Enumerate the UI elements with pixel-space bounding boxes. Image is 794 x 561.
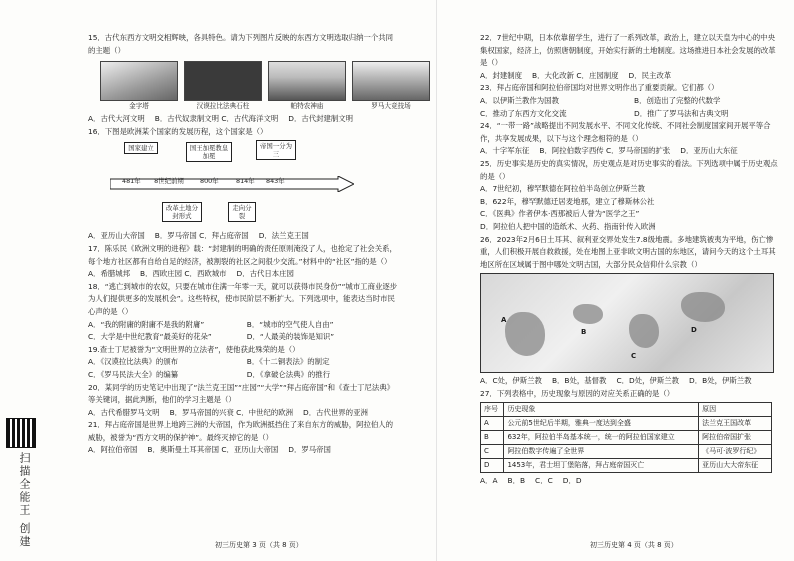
table-cell: C [481,445,504,459]
table-cell: 法兰克王国改革 [699,417,772,431]
option[interactable]: B．西欧庄园 C．西欧城市 [140,269,227,279]
q21-options [88,444,398,457]
q15-stem: 15．古代东西方文明交相辉映，各具特色。请为下列图片反映的东西方文明选取归纳一个共同的主题（） [88,33,394,55]
table-header: 历史现象 [504,403,699,417]
table-header-row [481,403,772,417]
table-row [481,417,772,431]
option[interactable]: A．亚历山大帝国 [88,231,145,241]
option[interactable]: C．《医典》作者伊本·西那被后人誉为“医学之王” [480,209,640,219]
option[interactable]: B．罗马帝国 C．拜占庭帝国 [154,231,249,241]
q19-options [88,356,398,381]
option[interactable]: D．亚历山大东征 [680,146,738,156]
table-cell: 亚历山大大帝东征 [699,459,772,473]
option[interactable]: A．阿拉伯帝国 [88,445,138,455]
map-label-d: D [691,326,697,335]
q24-stem: 24．“一带一路”战略提出不同发展水平、不同文化传统、不同社会制度国家间开展平等合作，共享发展成果，以下与这个理念相符的是（） [480,121,771,143]
q25-options [480,183,780,233]
timeline-box: 国王加冕教皇加冕 [186,142,232,162]
option[interactable]: A．封建制度 [480,70,523,80]
timeline-box: 改革土地分封形式 [162,202,202,222]
q18-options [88,319,398,344]
q27-options [480,475,780,488]
option[interactable]: B．“城市的空气使人自由” [246,319,334,329]
table-row [481,445,772,459]
q17-options [88,268,398,281]
option[interactable]: B．罗马帝国的兴衰 C．中世纪的欧洲 [169,407,294,417]
q27-table [480,402,772,473]
q15-options [88,113,398,126]
option[interactable]: C．C [535,476,553,486]
map-label-b: B [581,328,587,337]
q20-options [88,407,398,420]
q26-stem: 26．2023年2月6日土耳其、叙利亚交界处发生7.8级地震。多地建筑被夷为平地，伤亡惨重，人们积极开展自救救援，处在地图上亚非欧文明古国的东地区，请问今天的这个土耳其地区所在区域属于图中哪处文明古国，大部分民众信仰什么宗教（） [480,234,776,269]
option[interactable]: B．奥斯曼土耳其帝国 C．亚历山大帝国 [147,445,279,455]
option[interactable]: D．民主改革 [628,70,672,80]
q26-options [480,375,780,388]
option[interactable]: D．“人最美的装饰是知识” [246,332,335,342]
q19-stem: 19.查士丁尼被誉为“文明世界的立法者”，使他获此殊荣的是（） [88,344,300,354]
option[interactable]: D．古代封建制文明 [288,114,354,124]
option[interactable]: A．十字军东征 [480,146,530,156]
option[interactable]: A．《汉谟拉比法典》的颁布 [88,357,179,367]
option[interactable]: C．大学是中世纪教育“最美好的花朵” [88,332,212,342]
timeline-arrow [110,176,354,192]
option[interactable]: A．A [480,476,498,486]
table-header: 原因 [699,403,772,417]
table-cell: D [481,459,504,473]
image-colosseum [352,61,430,111]
table-cell: 阿拉伯帝国扩张 [699,431,772,445]
timeline-box: 国家建立 [124,142,158,154]
africa-region [505,312,545,356]
india-region [629,314,659,348]
option[interactable]: C．《罗马民法大全》的编纂 [88,369,179,379]
timeline-year: 800年 [200,177,219,186]
option[interactable]: D．罗马帝国 [288,445,331,455]
timeline-box: 走向分裂 [228,202,256,222]
option[interactable]: C．推动了东西方文化交流 [480,108,567,118]
timeline-year: 8世纪前期 [154,177,184,186]
q17-stem: 17．陈乐民《欧洲文明的进程》载：“封建制的明确的责任原则淹没了人，也抢定了社会关系，每个地方社区都有自给自足的经济，被割裂的社区之间很少交流。”材料中的“社区”指的是（） [88,243,397,266]
option[interactable]: D．古代日本庄园 [236,269,294,279]
image-hammurabi [184,61,262,111]
caption: 罗马大竞技场 [371,102,411,111]
left-column [88,32,411,457]
caption: 帕特农神庙 [290,102,324,111]
map-label-a: A [501,316,507,325]
option[interactable]: B．古代奴隶制文明 C．古代海洋文明 [154,114,279,124]
q27-stem: 27．下列表格中，历史现象与原因的对应关系正确的是（） [480,388,675,398]
table-header: 序号 [481,403,504,417]
map-label-c: C [631,352,637,361]
page-fold-line [436,0,437,561]
option[interactable]: A．古代希腊罗马文明 [88,407,160,417]
q21-stem: 21．拜占庭帝国是世界上地跨三洲的大帝国，作为欧洲抵挡住了来自东方的威胁，阿拉伯人的威胁，被誉为“西方文明的保护神”。最终灭掉它的是（） [88,420,394,442]
option[interactable]: D．B处，伊斯兰教 [689,376,752,386]
option[interactable]: A．“我的附庸的附庸不是我的附庸” [88,319,205,329]
option[interactable]: B．622年，穆罕默德迁居麦地那，建立了穆斯林公社 [480,196,655,206]
option[interactable]: D．推广了罗马法和古典文明 [634,108,729,118]
parthenon-image [268,61,346,101]
option[interactable]: B．《十二铜表法》的制定 [246,357,330,367]
option[interactable]: D．法兰克王国 [258,231,309,241]
hammurabi-stele-image [184,61,262,101]
option[interactable]: B．创造出了完整的代数学 [634,95,721,105]
option[interactable]: A．古代大河文明 [88,114,145,124]
timeline-year: 814年 [236,177,255,186]
q15-images [100,61,411,111]
option[interactable]: A．C处，伊斯兰教 [480,376,542,386]
option[interactable]: D．《拿破仑法典》的推行 [246,369,331,379]
q26-map [480,273,774,373]
table-cell: 阿拉伯数字传遍了全世界 [504,445,699,459]
right-column [480,32,780,488]
right-footer: 初三历史第 4 页（共 8 页） [590,541,678,549]
option[interactable]: D．阿拉伯人把中国的造纸术、火药、指南针传入欧洲 [480,221,656,231]
q16-stem: 16．下图是欧洲某个国家的发展历程，这个国家是（） [88,126,268,136]
mesopotamia-region [573,304,603,324]
left-footer: 初三历史第 3 页（共 8 页） [215,541,303,549]
option[interactable]: B．大化改新 C．庄园制度 [532,70,619,80]
table-cell: 1453年，君士坦丁堡陷落，拜占庭帝国灭亡 [504,459,699,473]
timeline-box: 帝国一分为三 [256,140,296,160]
q25-stem: 25．历史事实是历史的真实情况，历史观点是对历史事实的看法。下列选项中属于历史观点的是（） [480,158,778,181]
q22-stem: 22．7世纪中期，日本依靠留学生，进行了一系列改革，政治上，建立以天皇为中心的中央集权国家，经济上，仿照唐朝制度，开始实行新的土地制度。这场推进日本社会发展的改革是（） [480,33,776,68]
option[interactable]: D．古代世界的亚洲 [303,407,368,417]
colosseum-image [352,61,430,101]
option[interactable]: B．B [507,476,526,486]
option[interactable]: A．以伊斯兰教作为国教 [480,95,559,105]
scanner-watermark: 扫描全能王 创建 [18,452,31,549]
table-cell: A [481,417,504,431]
q16-options [88,230,398,243]
q23-stem: 23．拜占庭帝国和阿拉伯帝国均对世界文明作出了重要贡献。它们都（） [480,83,719,93]
pyramid-image [100,61,178,101]
timeline-year: 481年 [122,177,141,186]
table-cell: 632年，阿拉伯半岛基本统一，统一的阿拉伯国家建立 [504,431,699,445]
table-cell: B [481,431,504,445]
china-region [681,292,725,322]
q23-options [480,95,780,120]
q18-stem: 18．“逃亡到城市的农奴，只要在城市住满一年零一天，就可以获得市民身份”“城市工商业逐步为人们提供更多的发展机会”。这些特权，使市民阶层不断扩大。下列选项中，能表达当时市民心声的是（） [88,281,398,316]
option[interactable]: A．希腊城邦 [88,269,131,279]
q24-options [480,145,780,158]
q16-timeline [106,140,356,228]
option[interactable]: D．D [562,476,582,486]
image-parthenon [268,61,346,111]
option[interactable]: B．阿拉伯数字西传 C．罗马帝国的扩张 [539,146,671,156]
table-cell: 《马可·波罗行纪》 [699,445,772,459]
option[interactable]: A．7世纪初，穆罕默德在阿拉伯半岛创立伊斯兰教 [480,184,645,194]
caption: 金字塔 [129,102,149,111]
timeline-year: 843年 [266,177,285,186]
table-row [481,431,772,445]
option[interactable]: B．B处，基督教 [551,376,607,386]
image-pyramid [100,61,178,111]
table-cell: 公元前5世纪后半期，雅典一度达到全盛 [504,417,699,431]
option[interactable]: C．D处，伊斯兰教 [616,376,680,386]
q22-options [480,70,780,83]
caption: 汉谟拉比法典石柱 [196,102,250,111]
qr-code-icon [6,418,36,448]
table-row [481,459,772,473]
q20-stem: 20．某同学的历史笔记中出现了“法兰克王国”“庄园”“大学”“拜占庭帝国”和《查士丁尼法典》等关键词，据此判断，他们的学习主题是（） [88,382,395,405]
